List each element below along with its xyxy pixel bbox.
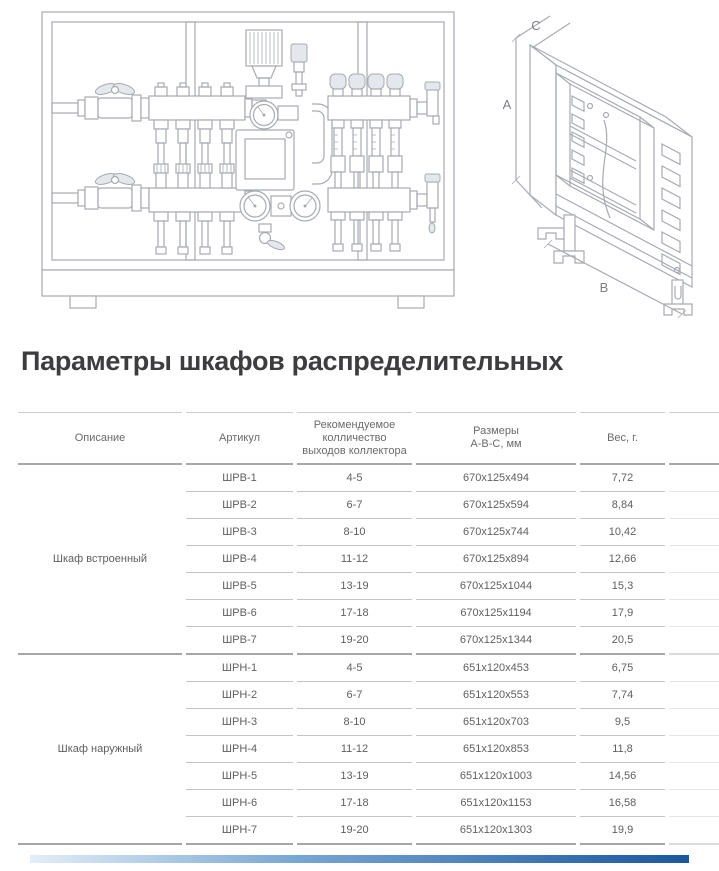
- cell-weight: 17,9: [580, 599, 665, 626]
- cell-article: ШРВ-3: [186, 518, 293, 545]
- cell-dimensions: 651x120x453: [416, 653, 576, 681]
- header-description: Описание: [18, 412, 182, 465]
- empty-cell: [669, 762, 719, 789]
- footer-accent-bar: [30, 855, 689, 863]
- cell-outputs: 8-10: [297, 708, 412, 735]
- cell-outputs: 17-18: [297, 789, 412, 816]
- empty-cell: [669, 681, 719, 708]
- table-row: [18, 465, 719, 491]
- cell-dimensions: 651x120x553: [416, 681, 576, 708]
- empty-cell: [669, 572, 719, 599]
- cell-weight: 16,58: [580, 789, 665, 816]
- cell-dimensions: 651x120x1153: [416, 789, 576, 816]
- header-outputs: [297, 412, 412, 465]
- cell-article: ШРВ-5: [186, 572, 293, 599]
- manifold-cabinet-drawing: [40, 10, 460, 310]
- empty-cell: [669, 735, 719, 762]
- header-weight: Вес, г.: [580, 412, 665, 465]
- cell-weight: 12,66: [580, 545, 665, 572]
- empty-cell: [669, 518, 719, 545]
- header-dimensions-line2: А-В-С, мм: [470, 438, 522, 450]
- cell-outputs: 11-12: [297, 545, 412, 572]
- header-outputs-label: Рекомендуемое колличество выходов коллектора: [302, 418, 407, 457]
- header-dimensions-line1: Размеры: [473, 425, 519, 437]
- cell-weight: 6,75: [580, 653, 665, 681]
- empty-cell: [669, 653, 719, 681]
- cell-weight: 9,5: [580, 708, 665, 735]
- cell-dimensions: 670x125x1344: [416, 626, 576, 653]
- cell-weight: 7,72: [611, 472, 634, 484]
- header-empty: [669, 412, 719, 465]
- cell-article: ШРН-2: [186, 681, 293, 708]
- cell-article: ШРВ-4: [186, 545, 293, 572]
- empty-cell: [669, 626, 719, 653]
- cabinet-dimensions-drawing: [486, 8, 716, 318]
- cell-article: ШРН-5: [186, 762, 293, 789]
- cell-dimensions: 651x120x703: [416, 708, 576, 735]
- empty-cell: [669, 789, 719, 816]
- cell-dimensions: 670x125x894: [416, 545, 576, 572]
- section-description-external: Шкаф наружный: [18, 653, 182, 845]
- cell-dimensions: 670x125x1194: [416, 599, 576, 626]
- empty-cell: [669, 545, 719, 572]
- cell-dimensions: 670x125x494: [462, 472, 530, 484]
- cell-outputs: 17-18: [297, 599, 412, 626]
- cell-weight: 8,84: [580, 491, 665, 518]
- empty-cell: [669, 599, 719, 626]
- cell-dimensions: 651x120x853: [416, 735, 576, 762]
- specs-table: [14, 412, 719, 845]
- table-header-row: [18, 412, 719, 465]
- cell-article: ШРВ-1: [222, 472, 257, 484]
- cell-weight: 20,5: [580, 626, 665, 653]
- cell-article: ШРН-7: [186, 816, 293, 845]
- cell-dimensions: 651x120x1303: [416, 816, 576, 845]
- cell-weight: 11,8: [580, 735, 665, 762]
- cell-article: ШРН-6: [186, 789, 293, 816]
- cell-article: ШРВ-6: [186, 599, 293, 626]
- cell-article: ШРН-1: [186, 653, 293, 681]
- cell-weight: 10,42: [580, 518, 665, 545]
- cell-outputs: 6-7: [297, 491, 412, 518]
- cell-weight: 14,56: [580, 762, 665, 789]
- cell-dimensions: 651x120x1003: [416, 762, 576, 789]
- header-article: Артикул: [186, 412, 293, 465]
- dimension-label-c: C: [531, 18, 541, 33]
- cell-weight: 7,74: [580, 681, 665, 708]
- cell-outputs: 13-19: [297, 762, 412, 789]
- cell-weight: 19,9: [580, 816, 665, 845]
- cell-article: ШРН-3: [186, 708, 293, 735]
- cell-dimensions: 670x125x1044: [416, 572, 576, 599]
- cell-article: ШРВ-7: [186, 626, 293, 653]
- dimension-label-b: B: [599, 280, 609, 295]
- cell-outputs: 6-7: [297, 681, 412, 708]
- empty-cell: [669, 816, 719, 845]
- cell-outputs: 19-20: [297, 816, 412, 845]
- cell-article: ШРН-4: [186, 735, 293, 762]
- table-row: [18, 653, 719, 681]
- cell-article: ШРВ-2: [186, 491, 293, 518]
- empty-cell: [669, 465, 719, 491]
- header-dimensions: [416, 412, 576, 465]
- empty-cell: [669, 491, 719, 518]
- dimension-label-a: A: [502, 97, 512, 112]
- cell-outputs: 19-20: [297, 626, 412, 653]
- section-description-built-in: Шкаф встроенный: [52, 553, 148, 565]
- cell-outputs: 4-5: [297, 653, 412, 681]
- empty-cell: [669, 708, 719, 735]
- cell-outputs: 13-19: [297, 572, 412, 599]
- cell-outputs: 8-10: [297, 518, 412, 545]
- cell-dimensions: 670x125x594: [416, 491, 576, 518]
- page-title: Параметры шкафов распределительных: [21, 346, 564, 376]
- cell-weight: 15,3: [580, 572, 665, 599]
- cell-dimensions: 670x125x744: [416, 518, 576, 545]
- cell-outputs: 11-12: [297, 735, 412, 762]
- cell-outputs: 4-5: [346, 472, 363, 484]
